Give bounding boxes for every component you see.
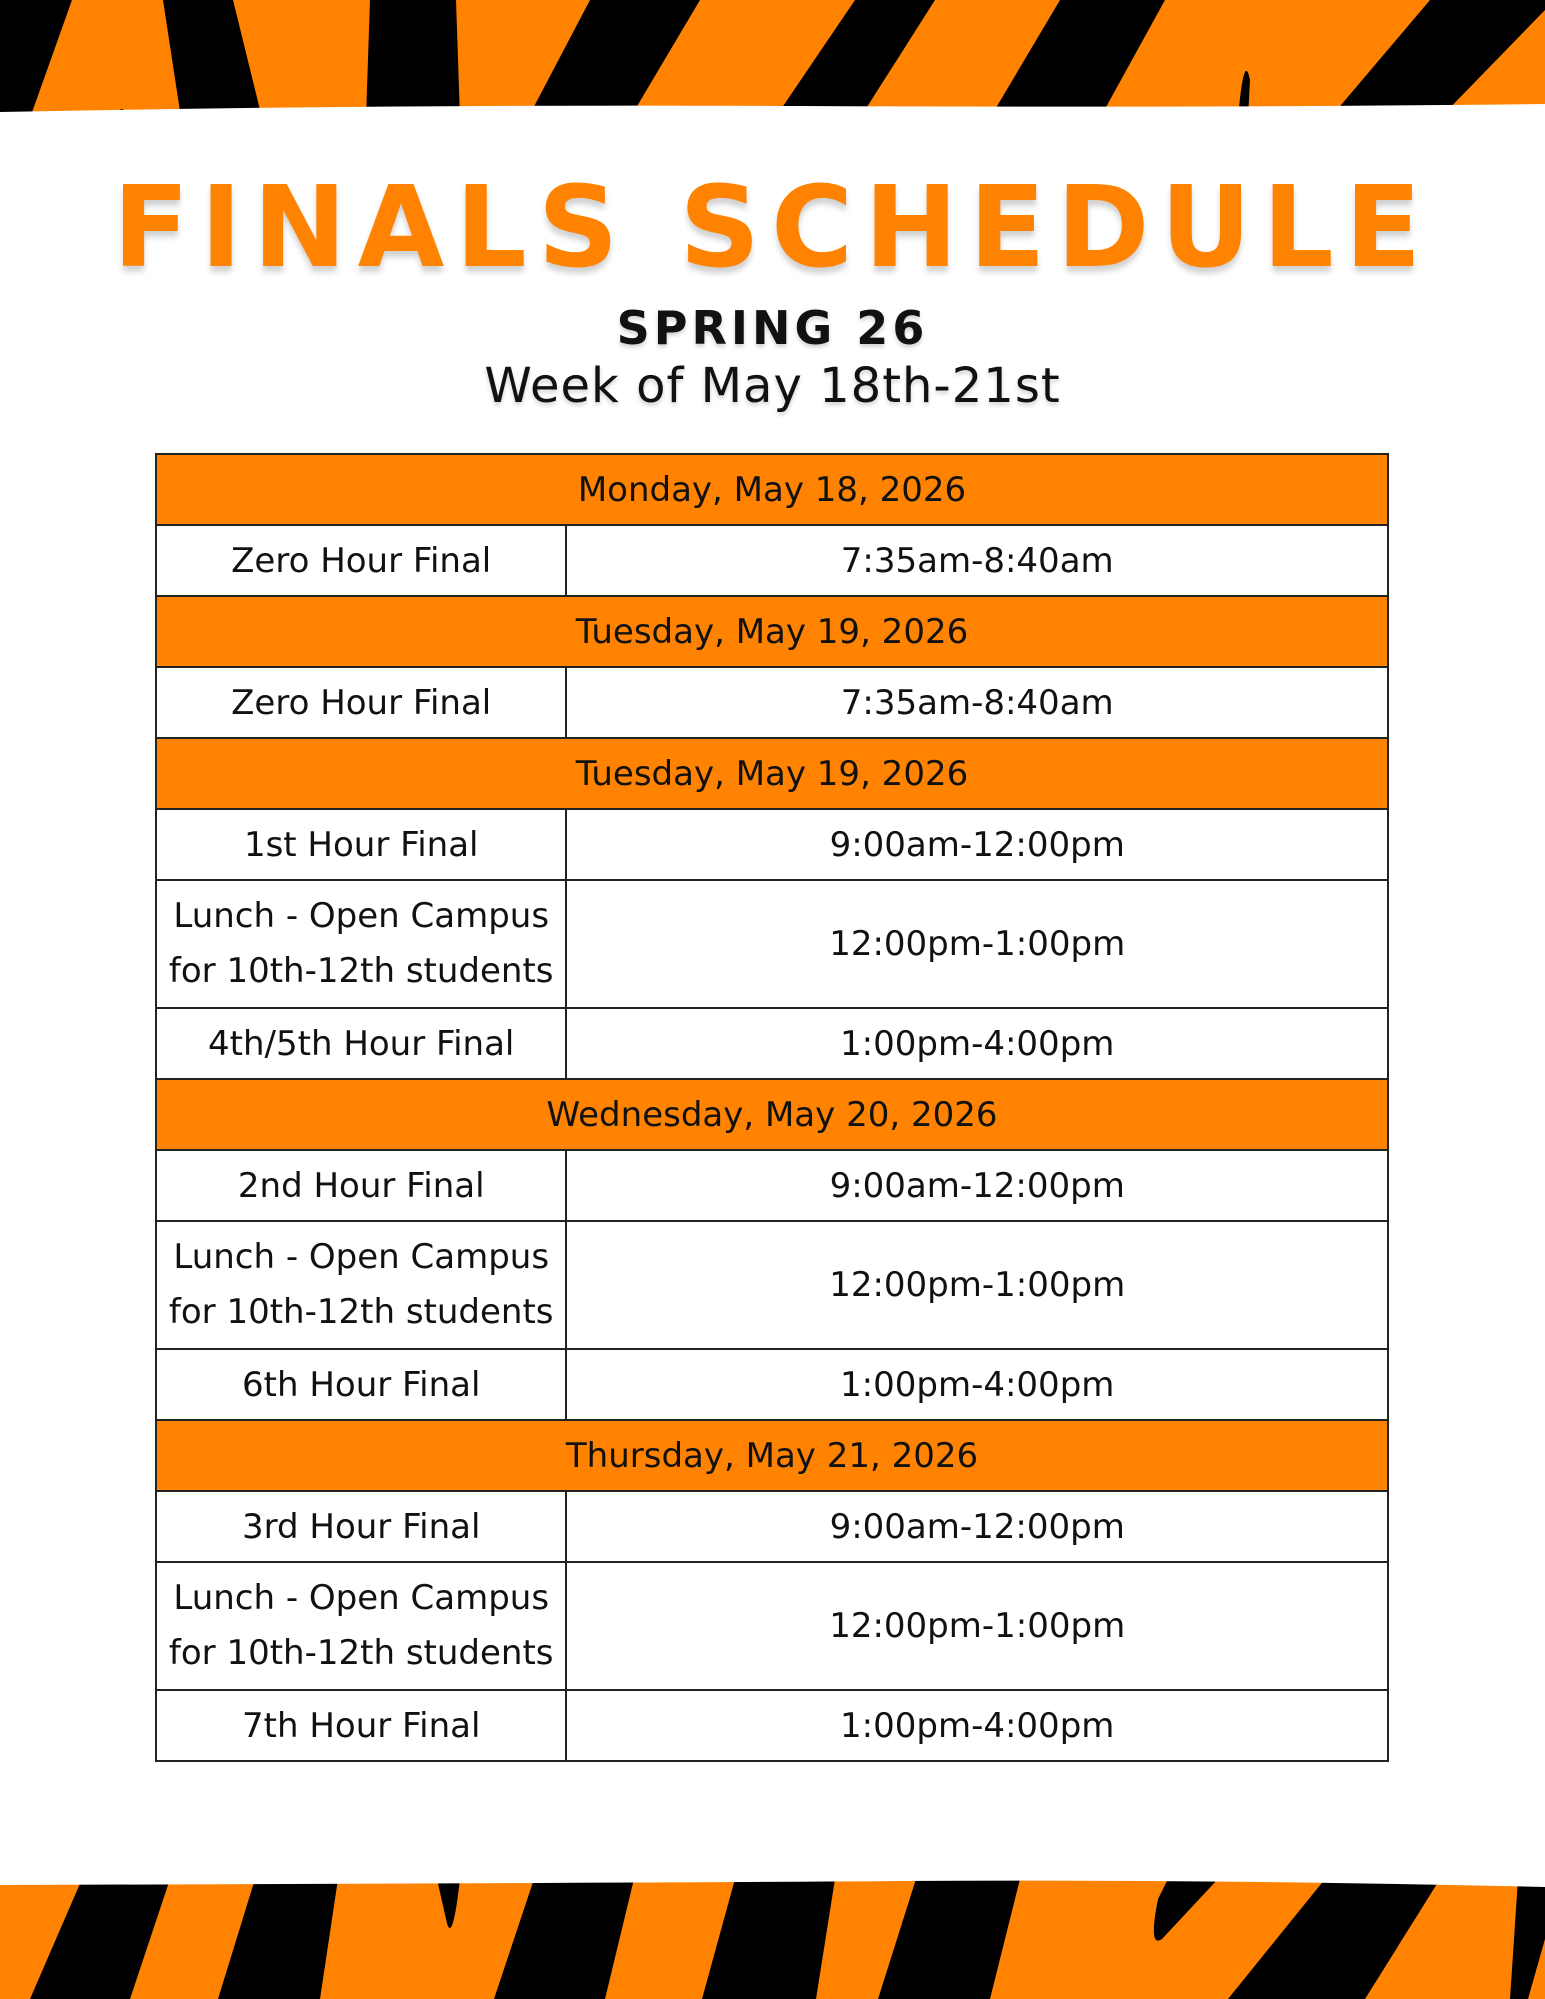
exam-time: 7:35am-8:40am: [566, 667, 1388, 738]
term-label: SPRING 26: [616, 301, 929, 355]
exam-label: 4th/5th Hour Final: [156, 1008, 566, 1079]
exam-time: 12:00pm-1:00pm: [566, 880, 1388, 1008]
day-header: Tuesday, May 19, 2026: [156, 738, 1388, 809]
day-header-row: [156, 738, 1388, 809]
exam-time: 9:00am-12:00pm: [566, 1150, 1388, 1221]
day-header-row: [156, 454, 1388, 525]
lunch-label-line2: for 10th-12th students: [168, 951, 554, 991]
tiger-stripe-band-top: [0, 0, 1545, 118]
exam-label: 2nd Hour Final: [156, 1150, 566, 1221]
tiger-stripe-band-bottom: [0, 1879, 1545, 1999]
day-header: Wednesday, May 20, 2026: [156, 1079, 1388, 1150]
exam-label: 3rd Hour Final: [156, 1491, 566, 1562]
day-header: Monday, May 18, 2026: [156, 454, 1388, 525]
table-row: [156, 667, 1388, 738]
day-header-row: [156, 1420, 1388, 1491]
exam-label: 7th Hour Final: [156, 1690, 566, 1761]
lunch-label-line1: Lunch - Open Campus: [173, 896, 550, 936]
lunch-label-line1: Lunch - Open Campus: [173, 1578, 550, 1618]
exam-time: 7:35am-8:40am: [566, 525, 1388, 596]
table-row: [156, 1349, 1388, 1420]
day-header: Thursday, May 21, 2026: [156, 1420, 1388, 1491]
table-row: [156, 1690, 1388, 1761]
day-header-row: [156, 1079, 1388, 1150]
lunch-label: [156, 880, 566, 1008]
table-row-lunch: [156, 880, 1388, 1008]
exam-label: Zero Hour Final: [156, 667, 566, 738]
table-row: [156, 525, 1388, 596]
exam-time: 9:00am-12:00pm: [566, 809, 1388, 880]
exam-label: 6th Hour Final: [156, 1349, 566, 1420]
exam-time: 9:00am-12:00pm: [566, 1491, 1388, 1562]
exam-time: 12:00pm-1:00pm: [566, 1221, 1388, 1349]
exam-time: 1:00pm-4:00pm: [566, 1008, 1388, 1079]
exam-label: 1st Hour Final: [156, 809, 566, 880]
table-row-lunch: [156, 1221, 1388, 1349]
table-row: [156, 1008, 1388, 1079]
table-row-lunch: [156, 1562, 1388, 1690]
lunch-label-line2: for 10th-12th students: [168, 1633, 554, 1673]
lunch-label: [156, 1562, 566, 1690]
table-row: [156, 809, 1388, 880]
lunch-label-line2: for 10th-12th students: [168, 1292, 554, 1332]
page-title: FINALS SCHEDULE: [112, 163, 1433, 293]
day-header: Tuesday, May 19, 2026: [156, 596, 1388, 667]
lunch-label: [156, 1221, 566, 1349]
tiger-stripes-icon: [0, 1879, 1545, 1999]
lunch-label-line1: Lunch - Open Campus: [173, 1237, 550, 1277]
tiger-stripes-icon: [0, 0, 1545, 118]
finals-schedule-table: [155, 453, 1389, 1762]
table-row: [156, 1491, 1388, 1562]
exam-time: 12:00pm-1:00pm: [566, 1562, 1388, 1690]
day-header-row: [156, 596, 1388, 667]
table-row: [156, 1150, 1388, 1221]
exam-label: Zero Hour Final: [156, 525, 566, 596]
week-range: Week of May 18th-21st: [484, 358, 1061, 414]
exam-time: 1:00pm-4:00pm: [566, 1349, 1388, 1420]
exam-time: 1:00pm-4:00pm: [566, 1690, 1388, 1761]
